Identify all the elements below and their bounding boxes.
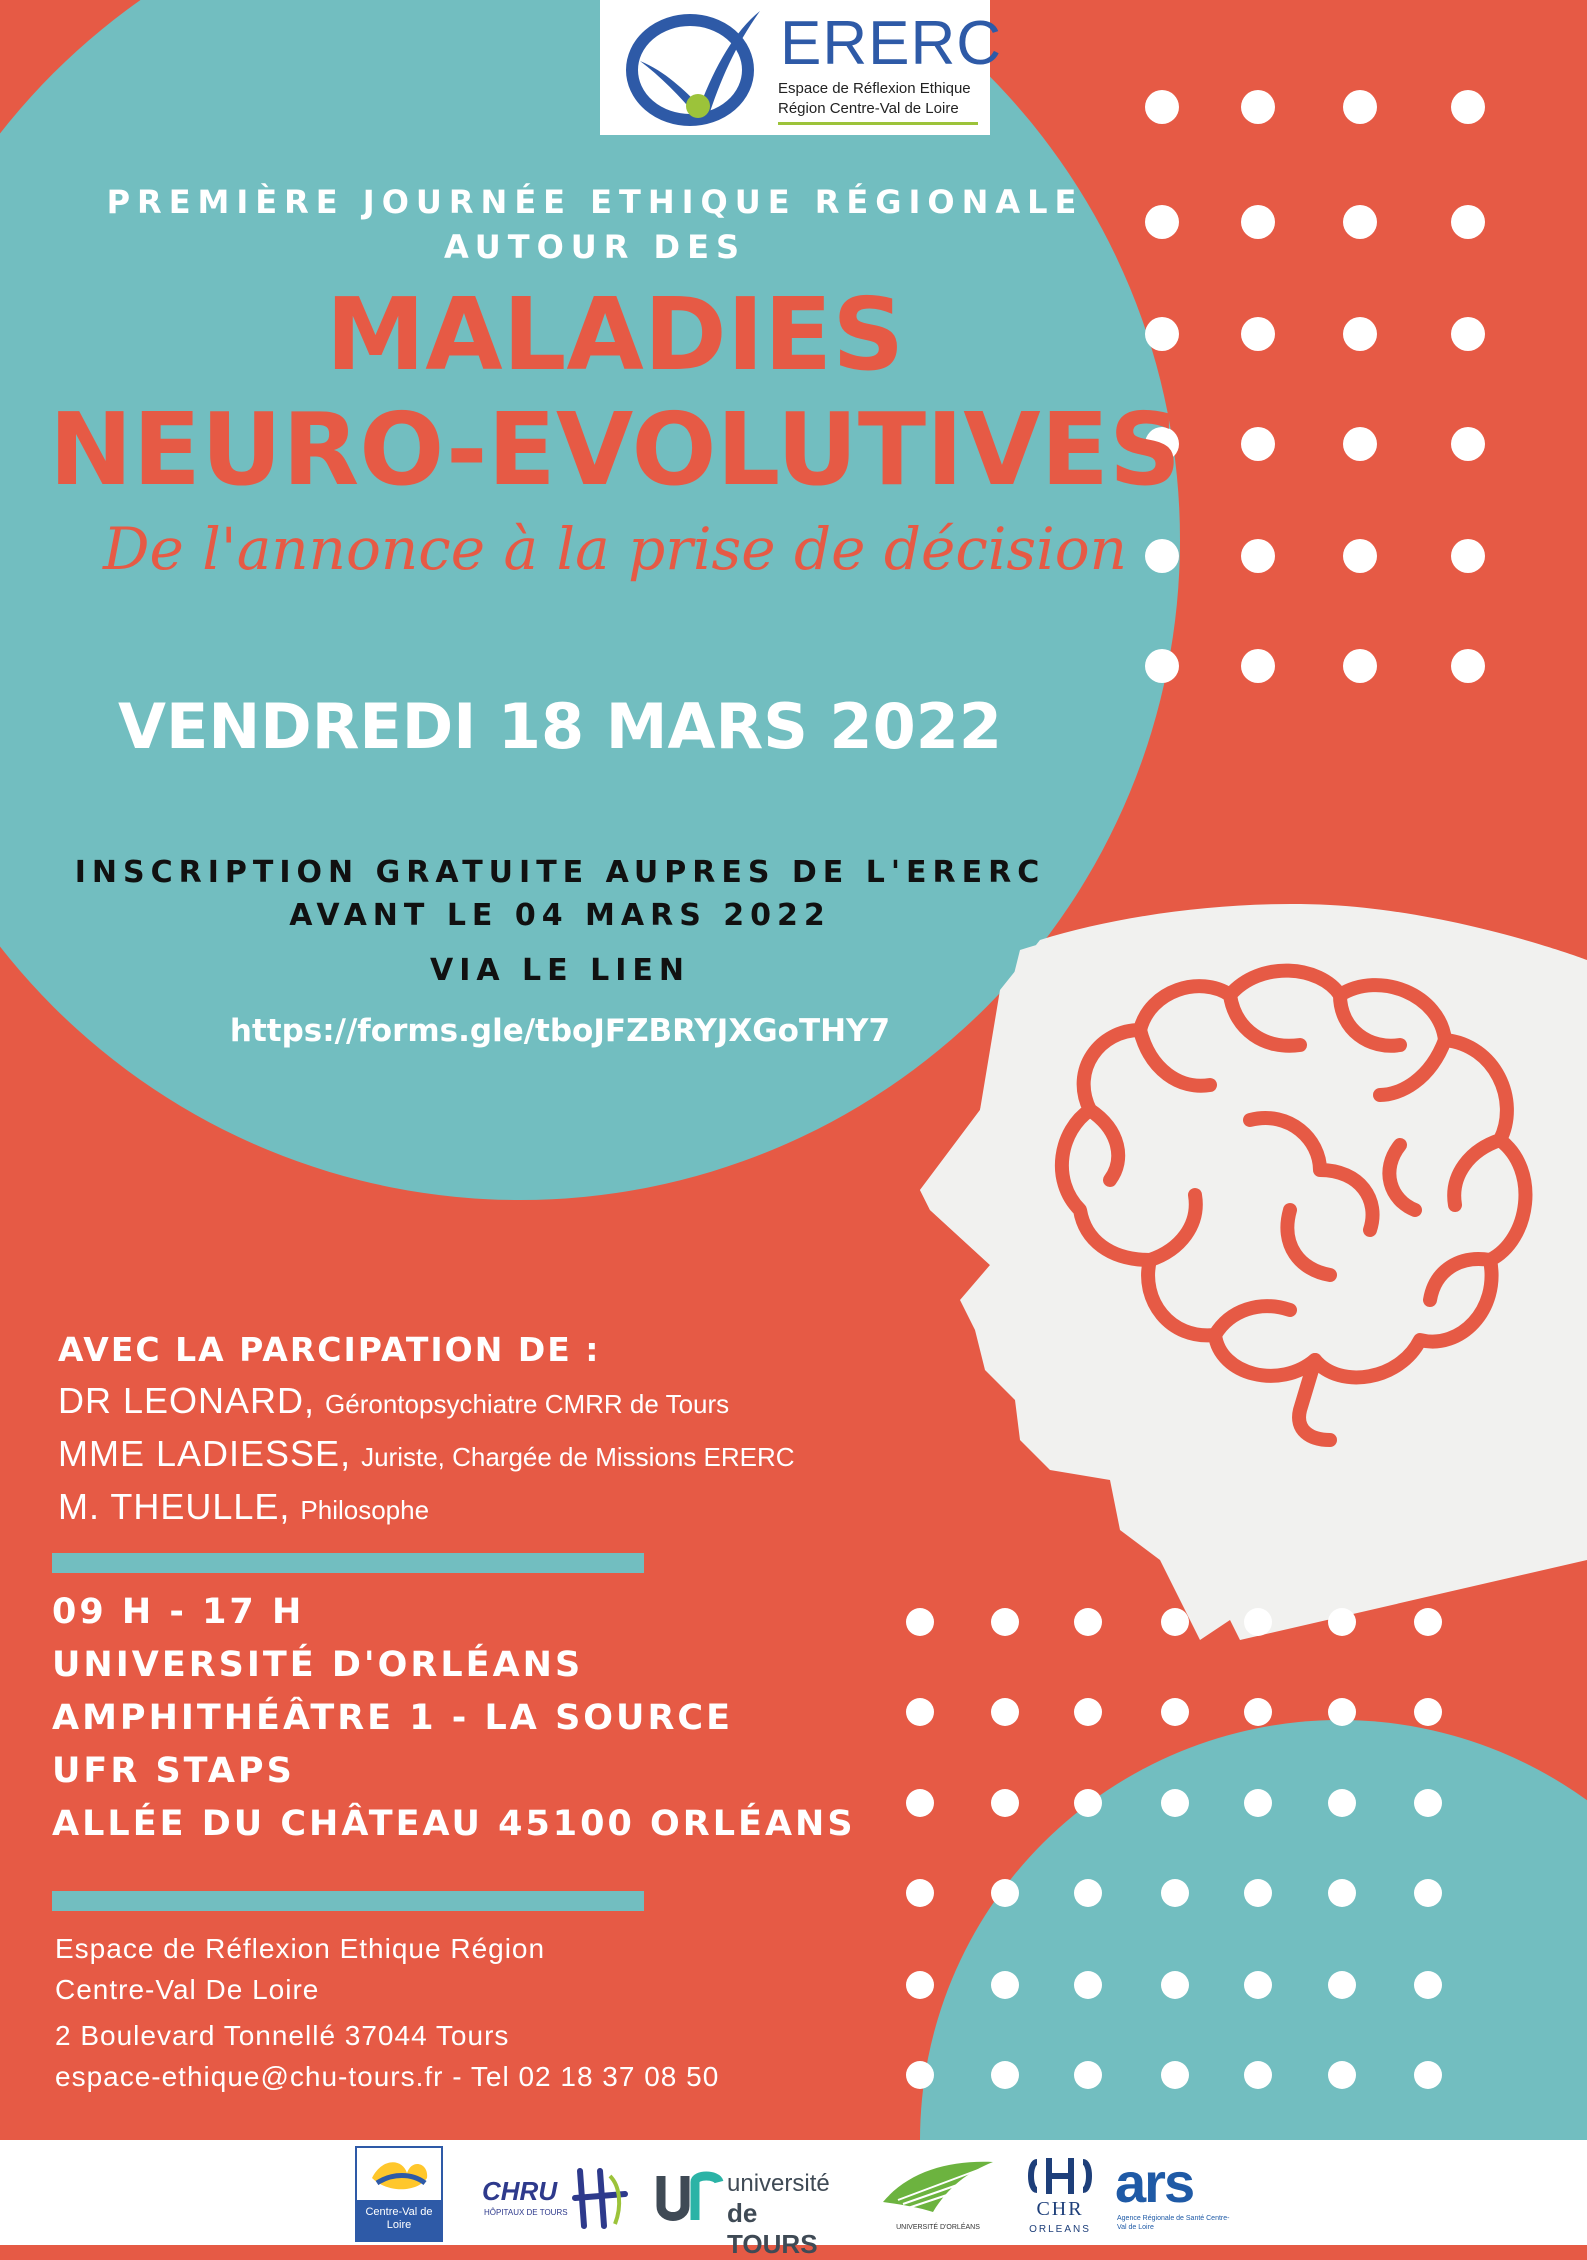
decorative-dot: [1451, 90, 1485, 124]
decorative-dot: [1414, 1971, 1442, 1999]
logo-name: ERERC: [780, 9, 1003, 78]
decorative-dot: [1343, 205, 1377, 239]
decorative-dot: [1241, 539, 1275, 573]
decorative-dot: [991, 1879, 1019, 1907]
decorative-dot: [1074, 1608, 1102, 1636]
decorative-dot: [1161, 1789, 1189, 1817]
decorative-dot: [1451, 649, 1485, 683]
decorative-dot: [1241, 205, 1275, 239]
decorative-dot: [991, 1971, 1019, 1999]
decorative-dot: [1161, 1698, 1189, 1726]
decorative-dot: [1074, 1698, 1102, 1726]
decorative-dot: [1414, 1879, 1442, 1907]
checkmark-circle-icon: [620, 6, 770, 130]
decorative-dot: [1241, 317, 1275, 351]
participant-role: Philosophe: [300, 1495, 430, 1525]
decorative-dot: [1074, 1789, 1102, 1817]
decorative-dot: [1241, 427, 1275, 461]
decorative-dot: [1244, 1608, 1272, 1636]
decorative-dot: [1161, 2061, 1189, 2089]
divider-bar-1: [52, 1553, 644, 1573]
decorative-dot: [1328, 1971, 1356, 1999]
decorative-dot: [1414, 2061, 1442, 2089]
decorative-dot: [1451, 427, 1485, 461]
title-line-1: MALADIES: [325, 276, 905, 393]
decorative-dot: [991, 1608, 1019, 1636]
decorative-dot: [1244, 1698, 1272, 1726]
contact-line: Espace de Réflexion Ethique Région: [55, 1933, 546, 1964]
decorative-dot: [1074, 1879, 1102, 1907]
participant-row: [58, 1380, 729, 1422]
registration-line-2: AVANT LE 04 MARS 2022: [289, 898, 831, 933]
decorative-dot: [1161, 1608, 1189, 1636]
participant-role: Juriste, Chargée de Missions ERERC: [361, 1442, 795, 1472]
contact-email-phone[interactable]: espace-ethique@chu-tours.fr - Tel 02 18 37 08 50: [55, 2061, 720, 2092]
decorative-dot: [1328, 2061, 1356, 2089]
registration-line-1: INSCRIPTION GRATUITE AUPRES DE L'ERERC: [74, 855, 1046, 890]
decorative-dot: [1328, 1879, 1356, 1907]
decorative-dot: [1074, 1971, 1102, 1999]
universite-orleans-logo: UNIVERSITÉ D'ORLÉANS: [878, 2152, 998, 2240]
chru-logo: CHRU HÔPITAUX DE TOURS: [482, 2166, 632, 2236]
decorative-dot: [1328, 1789, 1356, 1817]
decorative-dot: [1244, 2061, 1272, 2089]
decorative-dot: [1451, 317, 1485, 351]
decorative-dot: [906, 1789, 934, 1817]
decorative-dot: [1244, 1971, 1272, 1999]
participant-name: M. THEULLE,: [58, 1486, 291, 1527]
decorative-dot: [1343, 649, 1377, 683]
decorative-dot: [991, 1789, 1019, 1817]
decorative-dot: [906, 1879, 934, 1907]
divider-bar-2: [52, 1891, 644, 1911]
ars-logo: ars Agence Régionale de Santé Centre-Val de Loire: [1115, 2151, 1230, 2231]
decorative-dot: [1244, 1789, 1272, 1817]
participant-role: Gérontopsychiatre CMRR de Tours: [325, 1389, 730, 1419]
decorative-dot: [1328, 1608, 1356, 1636]
decorative-dot: [906, 1698, 934, 1726]
decorative-dot: [1244, 1879, 1272, 1907]
decorative-dot: [1328, 1698, 1356, 1726]
decorative-dot: [1161, 1971, 1189, 1999]
participant-row: [58, 1433, 795, 1475]
centre-val-de-loire-logo: Centre-Val de Loire: [355, 2146, 443, 2242]
location-line: UFR STAPS: [52, 1751, 295, 1791]
decorative-dot: [1414, 1608, 1442, 1636]
decorative-dot: [1451, 205, 1485, 239]
decorative-dot: [1241, 90, 1275, 124]
location-line: ALLÉE DU CHÂTEAU 45100 ORLÉANS: [52, 1804, 856, 1844]
contact-line: Centre-Val De Loire: [55, 1974, 320, 2005]
participant-row: [58, 1486, 429, 1528]
registration-link[interactable]: https://forms.gle/tboJFZBRYJXGoTHY7: [229, 1013, 891, 1049]
title-line-2: NEURO-EVOLUTIVES: [48, 391, 1182, 508]
universite-tours-logo: université de TOURS: [655, 2160, 855, 2240]
participant-name: DR LEONARD,: [58, 1380, 316, 1421]
registration-line-3: VIA LE LIEN: [430, 953, 690, 988]
decorative-dot: [1414, 1698, 1442, 1726]
location-line: AMPHITHÉÂTRE 1 - LA SOURCE: [52, 1698, 733, 1738]
decorative-dot: [1343, 427, 1377, 461]
intro-line-2: AUTOUR DES: [443, 228, 747, 266]
decorative-dot: [1343, 539, 1377, 573]
participation-heading: AVEC LA PARCIPATION DE :: [58, 1330, 601, 1369]
decorative-dot: [1161, 1879, 1189, 1907]
decorative-dot: [906, 2061, 934, 2089]
decorative-dot: [1145, 649, 1179, 683]
intro-line-1: PREMIÈRE JOURNÉE ETHIQUE RÉGIONALE: [106, 183, 1084, 221]
logo-subtitle-2: Région Centre-Val de Loire: [778, 100, 959, 117]
decorative-dot: [1145, 90, 1179, 124]
chr-orleans-logo: CHR ORLEANS: [1025, 2154, 1095, 2244]
footer-logos: [0, 2140, 1587, 2259]
decorative-dot: [1414, 1789, 1442, 1817]
location-line: 09 H - 17 H: [52, 1592, 305, 1632]
contact-line: 2 Boulevard Tonnellé 37044 Tours: [55, 2020, 510, 2051]
decorative-dot: [1241, 649, 1275, 683]
participant-name: MME LADIESSE,: [58, 1433, 352, 1474]
logo-subtitle-1: Espace de Réflexion Ethique: [778, 80, 971, 97]
location-line: UNIVERSITÉ D'ORLÉANS: [52, 1645, 584, 1685]
decorative-dot: [1074, 2061, 1102, 2089]
decorative-dot: [1343, 90, 1377, 124]
subtitle: De l'annonce à la prise de décision: [102, 515, 1128, 583]
decorative-dot: [1451, 539, 1485, 573]
decorative-dot: [991, 2061, 1019, 2089]
decorative-dot: [906, 1971, 934, 1999]
event-date: VENDREDI 18 MARS 2022: [118, 690, 1002, 763]
decorative-dot: [991, 1698, 1019, 1726]
decorative-dot: [906, 1608, 934, 1636]
ererc-logo: [600, 0, 1003, 135]
decorative-dot: [1343, 317, 1377, 351]
logo-underline: [778, 122, 978, 125]
